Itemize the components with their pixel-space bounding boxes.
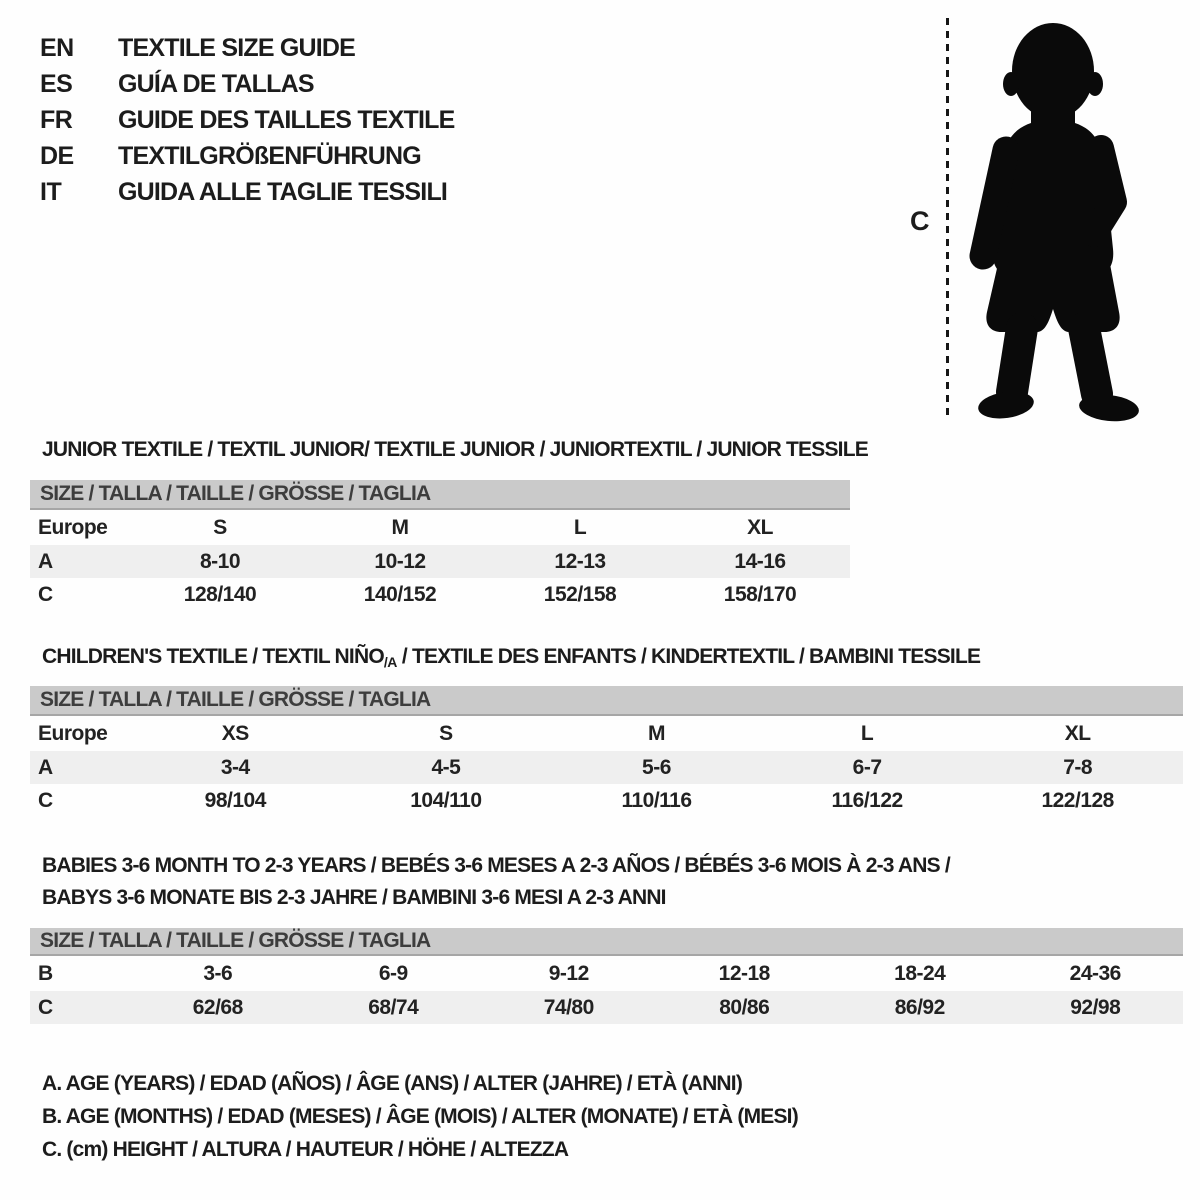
table-cell: 9-12: [548, 961, 589, 985]
section-title-line1: BABIES 3-6 MONTH TO 2-3 YEARS / BEBÉS 3-6 MESES A 2-3 AÑOS / BÉBÉS 3-6 MOIS À 2-3 ANS /: [42, 854, 950, 877]
table-cell: 14-16: [734, 549, 786, 573]
table-cell: 3-4: [220, 755, 250, 779]
table-cell: 68/74: [368, 995, 419, 1019]
table-row: [30, 751, 1183, 784]
row-label: A: [38, 755, 53, 779]
legend-note-a: A. AGE (YEARS) / EDAD (AÑOS) / ÂGE (ANS) / ALTER (JAHRE) / ETÀ (ANNI): [42, 1072, 743, 1095]
table-cell: XS: [221, 721, 249, 745]
lang-code: FR: [40, 105, 73, 134]
lang-title: GUÍA DE TALLAS: [118, 69, 314, 98]
lang-row-es: [40, 66, 455, 102]
table-cell: 86/92: [894, 995, 945, 1019]
table-cell: M: [647, 721, 665, 745]
table-cell: 5-6: [642, 755, 671, 779]
table-cell: 104/110: [410, 788, 482, 812]
height-measure-label: C: [910, 206, 929, 236]
table-row: [30, 716, 1183, 751]
table-row: [30, 545, 850, 578]
lang-row-en: [40, 30, 455, 66]
row-label: C: [38, 788, 53, 812]
row-label: B: [38, 961, 53, 985]
table-cell: 62/68: [192, 995, 243, 1019]
size-header-bar: SIZE / TALLA / TAILLE / GRÖSSE / TAGLIA: [30, 480, 850, 510]
table-cell: 12-13: [554, 549, 606, 573]
row-label: Europe: [38, 721, 108, 745]
lang-row-fr: [40, 102, 455, 138]
height-dashed-line: [946, 18, 949, 418]
table-cell: 110/116: [621, 788, 692, 812]
table-cell: M: [391, 515, 409, 539]
table-cell: 140/152: [363, 582, 437, 606]
language-title-list: [40, 30, 455, 210]
table-cell: 8-10: [199, 549, 241, 573]
legend-note-c: C. (cm) HEIGHT / ALTURA / HAUTEUR / HÖHE / ALTEZZA: [42, 1138, 569, 1161]
row-label: A: [38, 549, 53, 573]
section-title-line2: BABYS 3-6 MONATE BIS 2-3 JAHRE / BAMBINI 3-6 MESI A 2-3 ANNI: [42, 886, 666, 909]
size-header-bar: SIZE / TALLA / TAILLE / GRÖSSE / TAGLIA: [30, 686, 1183, 716]
lang-title: TEXTILE SIZE GUIDE: [118, 33, 356, 62]
lang-row-de: [40, 138, 455, 174]
table-cell: 6-9: [378, 961, 408, 985]
table-cell: 80/86: [719, 995, 770, 1019]
section-title-text: CHILDREN'S TEXTILE / TEXTIL NIÑO: [42, 645, 384, 668]
row-label: C: [38, 995, 53, 1019]
lang-code: IT: [40, 177, 62, 206]
section-title-subscript: /A: [383, 654, 397, 670]
table-cell: S: [213, 515, 227, 539]
table-cell: 7-8: [1063, 755, 1093, 779]
table-cell: 6-7: [852, 755, 882, 779]
row-label: C: [38, 582, 53, 606]
table-cell: 152/158: [543, 582, 617, 606]
lang-code: ES: [40, 69, 73, 98]
table-cell: 158/170: [723, 582, 797, 606]
table-row: [30, 991, 1183, 1024]
junior-size-table: [30, 480, 850, 611]
table-cell: 122/128: [1041, 788, 1114, 812]
table-cell: 128/140: [183, 582, 257, 606]
table-cell: 98/104: [204, 788, 266, 812]
table-cell: S: [439, 721, 453, 745]
table-cell: XL: [1064, 721, 1091, 745]
toddler-silhouette-icon: [956, 14, 1152, 424]
table-cell: 4-5: [431, 755, 461, 779]
table-cell: L: [860, 721, 874, 745]
section-title-text: / TEXTILE DES ENFANTS / KINDERTEXTIL / BAMBINI TESSILE: [396, 645, 981, 668]
table-cell: 12-18: [718, 961, 770, 985]
table-cell: 116/122: [831, 788, 903, 812]
lang-code: EN: [40, 33, 74, 62]
table-cell: 92/98: [1070, 995, 1121, 1019]
section-title-babies: [42, 850, 950, 914]
babies-size-table: [30, 928, 1183, 1024]
lang-title: TEXTILGRÖßENFÜHRUNG: [118, 141, 421, 170]
table-row: [30, 578, 850, 611]
table-cell: XL: [747, 515, 773, 539]
table-row: [30, 510, 850, 545]
table-row: [30, 784, 1183, 817]
section-title-junior: JUNIOR TEXTILE / TEXTIL JUNIOR/ TEXTILE JUNIOR / JUNIORTEXTIL / JUNIOR TESSILE: [42, 438, 868, 461]
lang-row-it: [40, 174, 455, 210]
legend-note-b: B. AGE (MONTHS) / EDAD (MESES) / ÂGE (MOIS) / ALTER (MONATE) / ETÀ (MESI): [42, 1105, 798, 1128]
section-title-children: [42, 641, 980, 678]
lang-title: GUIDA ALLE TAGLIE TESSILI: [118, 177, 448, 206]
table-cell: 18-24: [894, 961, 946, 985]
table-cell: 24-36: [1069, 961, 1121, 985]
table-cell: 74/80: [543, 995, 594, 1019]
row-label: Europe: [38, 515, 108, 539]
lang-code: DE: [40, 141, 74, 170]
table-cell: 10-12: [374, 549, 426, 573]
lang-title: GUIDE DES TAILLES TEXTILE: [118, 105, 455, 134]
table-row: [30, 956, 1183, 991]
size-header-bar: SIZE / TALLA / TAILLE / GRÖSSE / TAGLIA: [30, 928, 1183, 956]
table-cell: 3-6: [203, 961, 233, 985]
table-cell: L: [573, 515, 587, 539]
children-size-table: [30, 686, 1183, 817]
